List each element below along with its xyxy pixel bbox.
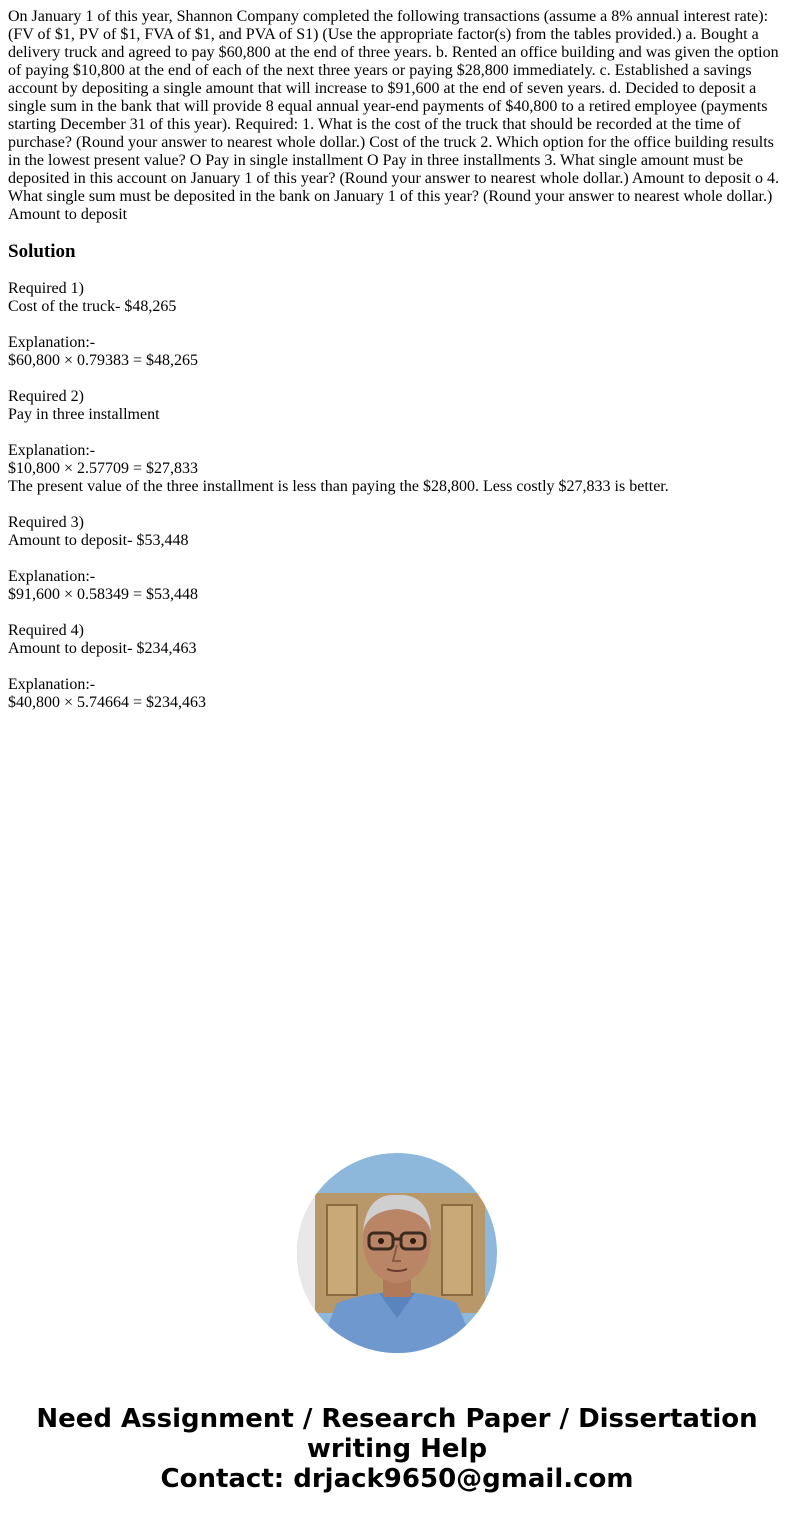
solution-body <box>8 280 784 712</box>
question-text: On January 1 of this year, Shannon Company completed the following transactions (assume a 8% annual interest rate): (FV of $1, PV of $1, FVA of $1, and PVA of S1) (Use the appropriate factor(s) from the tables provided.) a. Bought a delivery truck and agreed to pay $60,800 at the end of three years. b. Rented an office building and was given the option of paying $10,800 at the end of each of the next three years or paying $28,800 immediately. c. Established a savings account by depositing a single amount that will increase to $91,600 at the end of seven years. d. Decided to deposit a single sum in the bank that will provide 8 equal annual year-end payments of $40,800 to a retired employee (payments starting December 31 of this year). Required: 1. What is the cost of the truck that should be recorded at the time of purchase? (Round your answer to nearest whole dollar.) Cost of the truck 2. Which option for the office building results in the lowest present value? O Pay in single installment O Pay in three installments 3. What single amount must be deposited in this account on January 1 of this year? (Round your answer to nearest whole dollar.) Amount to deposit o 4. What single sum must be deposited in the bank on January 1 of this year? (Round your answer to nearest whole dollar.) Amount to deposit <box>8 8 779 223</box>
required-1-calculation: $60,800 × 0.79383 = $48,265 <box>8 352 199 369</box>
spacer <box>8 550 784 568</box>
right-eye <box>410 1238 416 1244</box>
page-content <box>8 8 784 712</box>
spacer <box>8 316 784 334</box>
required-4-title: Required 4) <box>8 622 84 639</box>
required-3-explanation-label: Explanation:- <box>8 568 96 585</box>
spacer <box>8 658 784 676</box>
spacer <box>8 604 784 622</box>
footer-contact <box>0 1404 794 1494</box>
required-4-explanation-label: Explanation:- <box>8 676 96 693</box>
required-3-calculation: $91,600 × 0.58349 = $53,448 <box>8 586 199 603</box>
required-3-answer: Amount to deposit- $53,448 <box>8 532 189 549</box>
required-2-calculation: $10,800 × 2.57709 = $27,833 <box>8 460 199 477</box>
required-1-title: Required 1) <box>8 280 84 297</box>
required-1-explanation-label: Explanation:- <box>8 334 96 351</box>
panel-carving-right <box>442 1205 472 1295</box>
spacer <box>8 424 784 442</box>
required-1-answer: Cost of the truck- $48,265 <box>8 298 177 315</box>
spacer <box>8 496 784 514</box>
required-4-answer: Amount to deposit- $234,463 <box>8 640 197 657</box>
required-4-calculation: $40,800 × 5.74664 = $234,463 <box>8 694 207 711</box>
spacer <box>8 370 784 388</box>
required-2-explanation-label: Explanation:- <box>8 442 96 459</box>
required-2-answer: Pay in three installment <box>8 406 160 423</box>
required-2-note: The present value of the three installment is less than paying the $28,800. Less costly $27,833 is better. <box>8 478 669 495</box>
wall-left <box>297 1193 315 1313</box>
avatar <box>297 1153 497 1353</box>
footer-line-2: writing Help <box>306 1434 488 1464</box>
solution-heading: Solution <box>8 241 76 262</box>
footer-contact-email: Contact: drjack9650@gmail.com <box>160 1464 634 1494</box>
portrait-photo <box>297 1153 497 1353</box>
required-2-title: Required 2) <box>8 388 84 405</box>
panel-carving-left <box>327 1205 357 1295</box>
footer-line-1: Need Assignment / Research Paper / Dissertation <box>36 1404 758 1434</box>
left-eye <box>378 1238 384 1244</box>
required-3-title: Required 3) <box>8 514 84 531</box>
